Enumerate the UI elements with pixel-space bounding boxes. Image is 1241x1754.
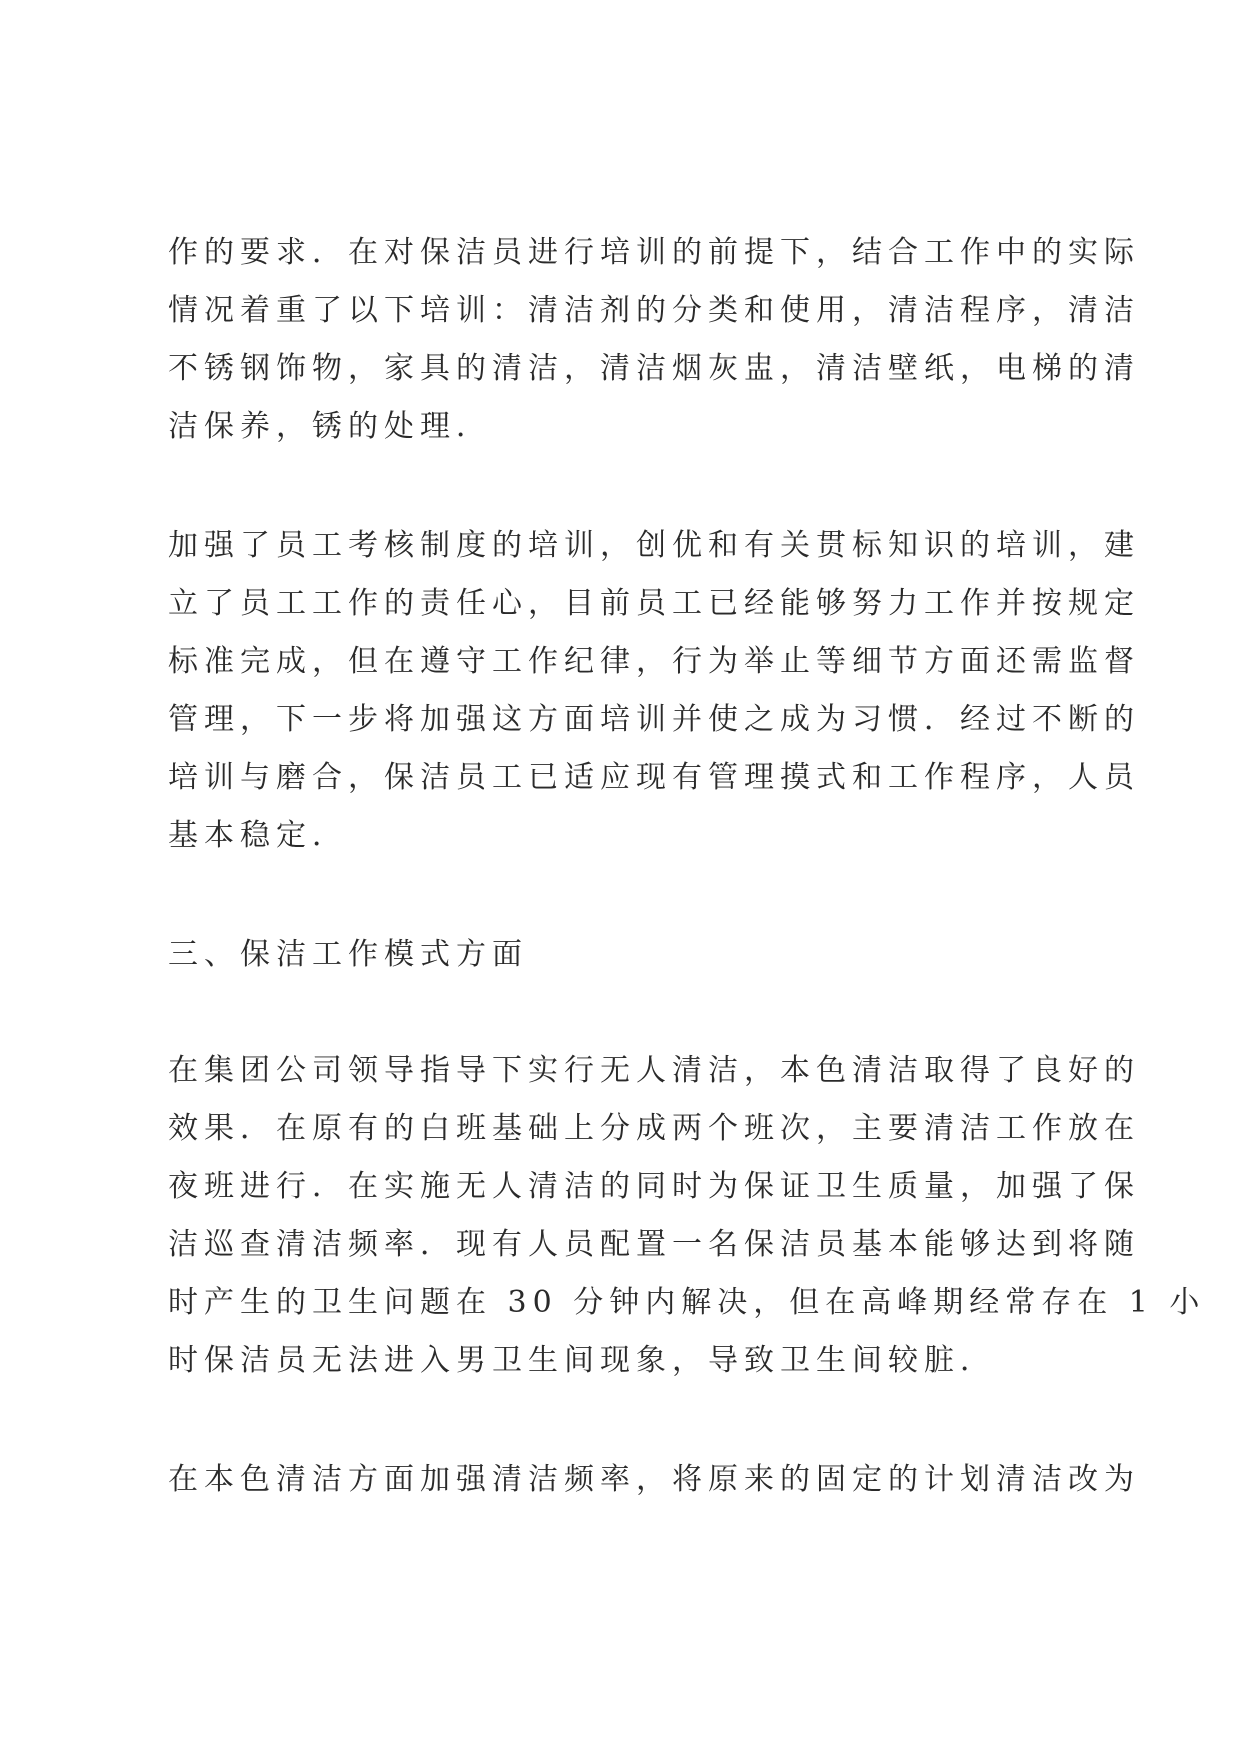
text-line: 培训与磨合，保洁员工已适应现有管理摸式和工作程序，人员 [168,760,1140,795]
text-line: 洁巡查清洁频率．现有人员配置一名保洁员基本能够达到将随 [168,1227,1140,1262]
text-line: 情况着重了以下培训：清洁剂的分类和使用，清洁程序，清洁 [168,293,1140,328]
text-line: 夜班进行．在实施无人清洁的同时为保证卫生质量，加强了保 [168,1169,1140,1204]
text-line: 在集团公司领导指导下实行无人清洁，本色清洁取得了良好的 [168,1053,1140,1088]
text-line: 时保洁员无法进入男卫生间现象，导致卫生间较脏． [168,1343,996,1378]
text-line: 在本色清洁方面加强清洁频率，将原来的固定的计划清洁改为 [168,1462,1140,1497]
text-line: 时产生的卫生问题在 30 分钟内解决，但在高峰期经常存在 1 小 [168,1285,1206,1320]
paragraph-training-content [168,224,1140,456]
text-line: 立了员工工作的责任心，目前员工已经能够努力工作并按规定 [168,586,1140,621]
section-heading [168,926,1088,984]
section-heading-text: 三、保洁工作模式方面 [168,937,528,972]
text-line: 管理，下一步将加强这方面培训并使之成为习惯．经过不断的 [168,702,1140,737]
text-line: 作的要求．在对保洁员进行培训的前提下，结合工作中的实际 [168,235,1140,270]
paragraph-cleaning-frequency [168,1451,1140,1509]
text-line: 加强了员工考核制度的培训，创优和有关贯标知识的培训，建 [168,528,1140,563]
text-line: 标准完成，但在遵守工作纪律，行为举止等细节方面还需监督 [168,644,1140,679]
text-line: 不锈钢饰物，家具的清洁，清洁烟灰盅，清洁壁纸，电梯的清 [168,351,1140,386]
paragraph-cleaning-mode [168,1042,1206,1390]
text-line: 基本稳定． [168,818,348,853]
text-line: 洁保养，锈的处理． [168,409,492,444]
text-line: 效果．在原有的白班基础上分成两个班次，主要清洁工作放在 [168,1111,1140,1146]
paragraph-assessment-training [168,517,1140,865]
